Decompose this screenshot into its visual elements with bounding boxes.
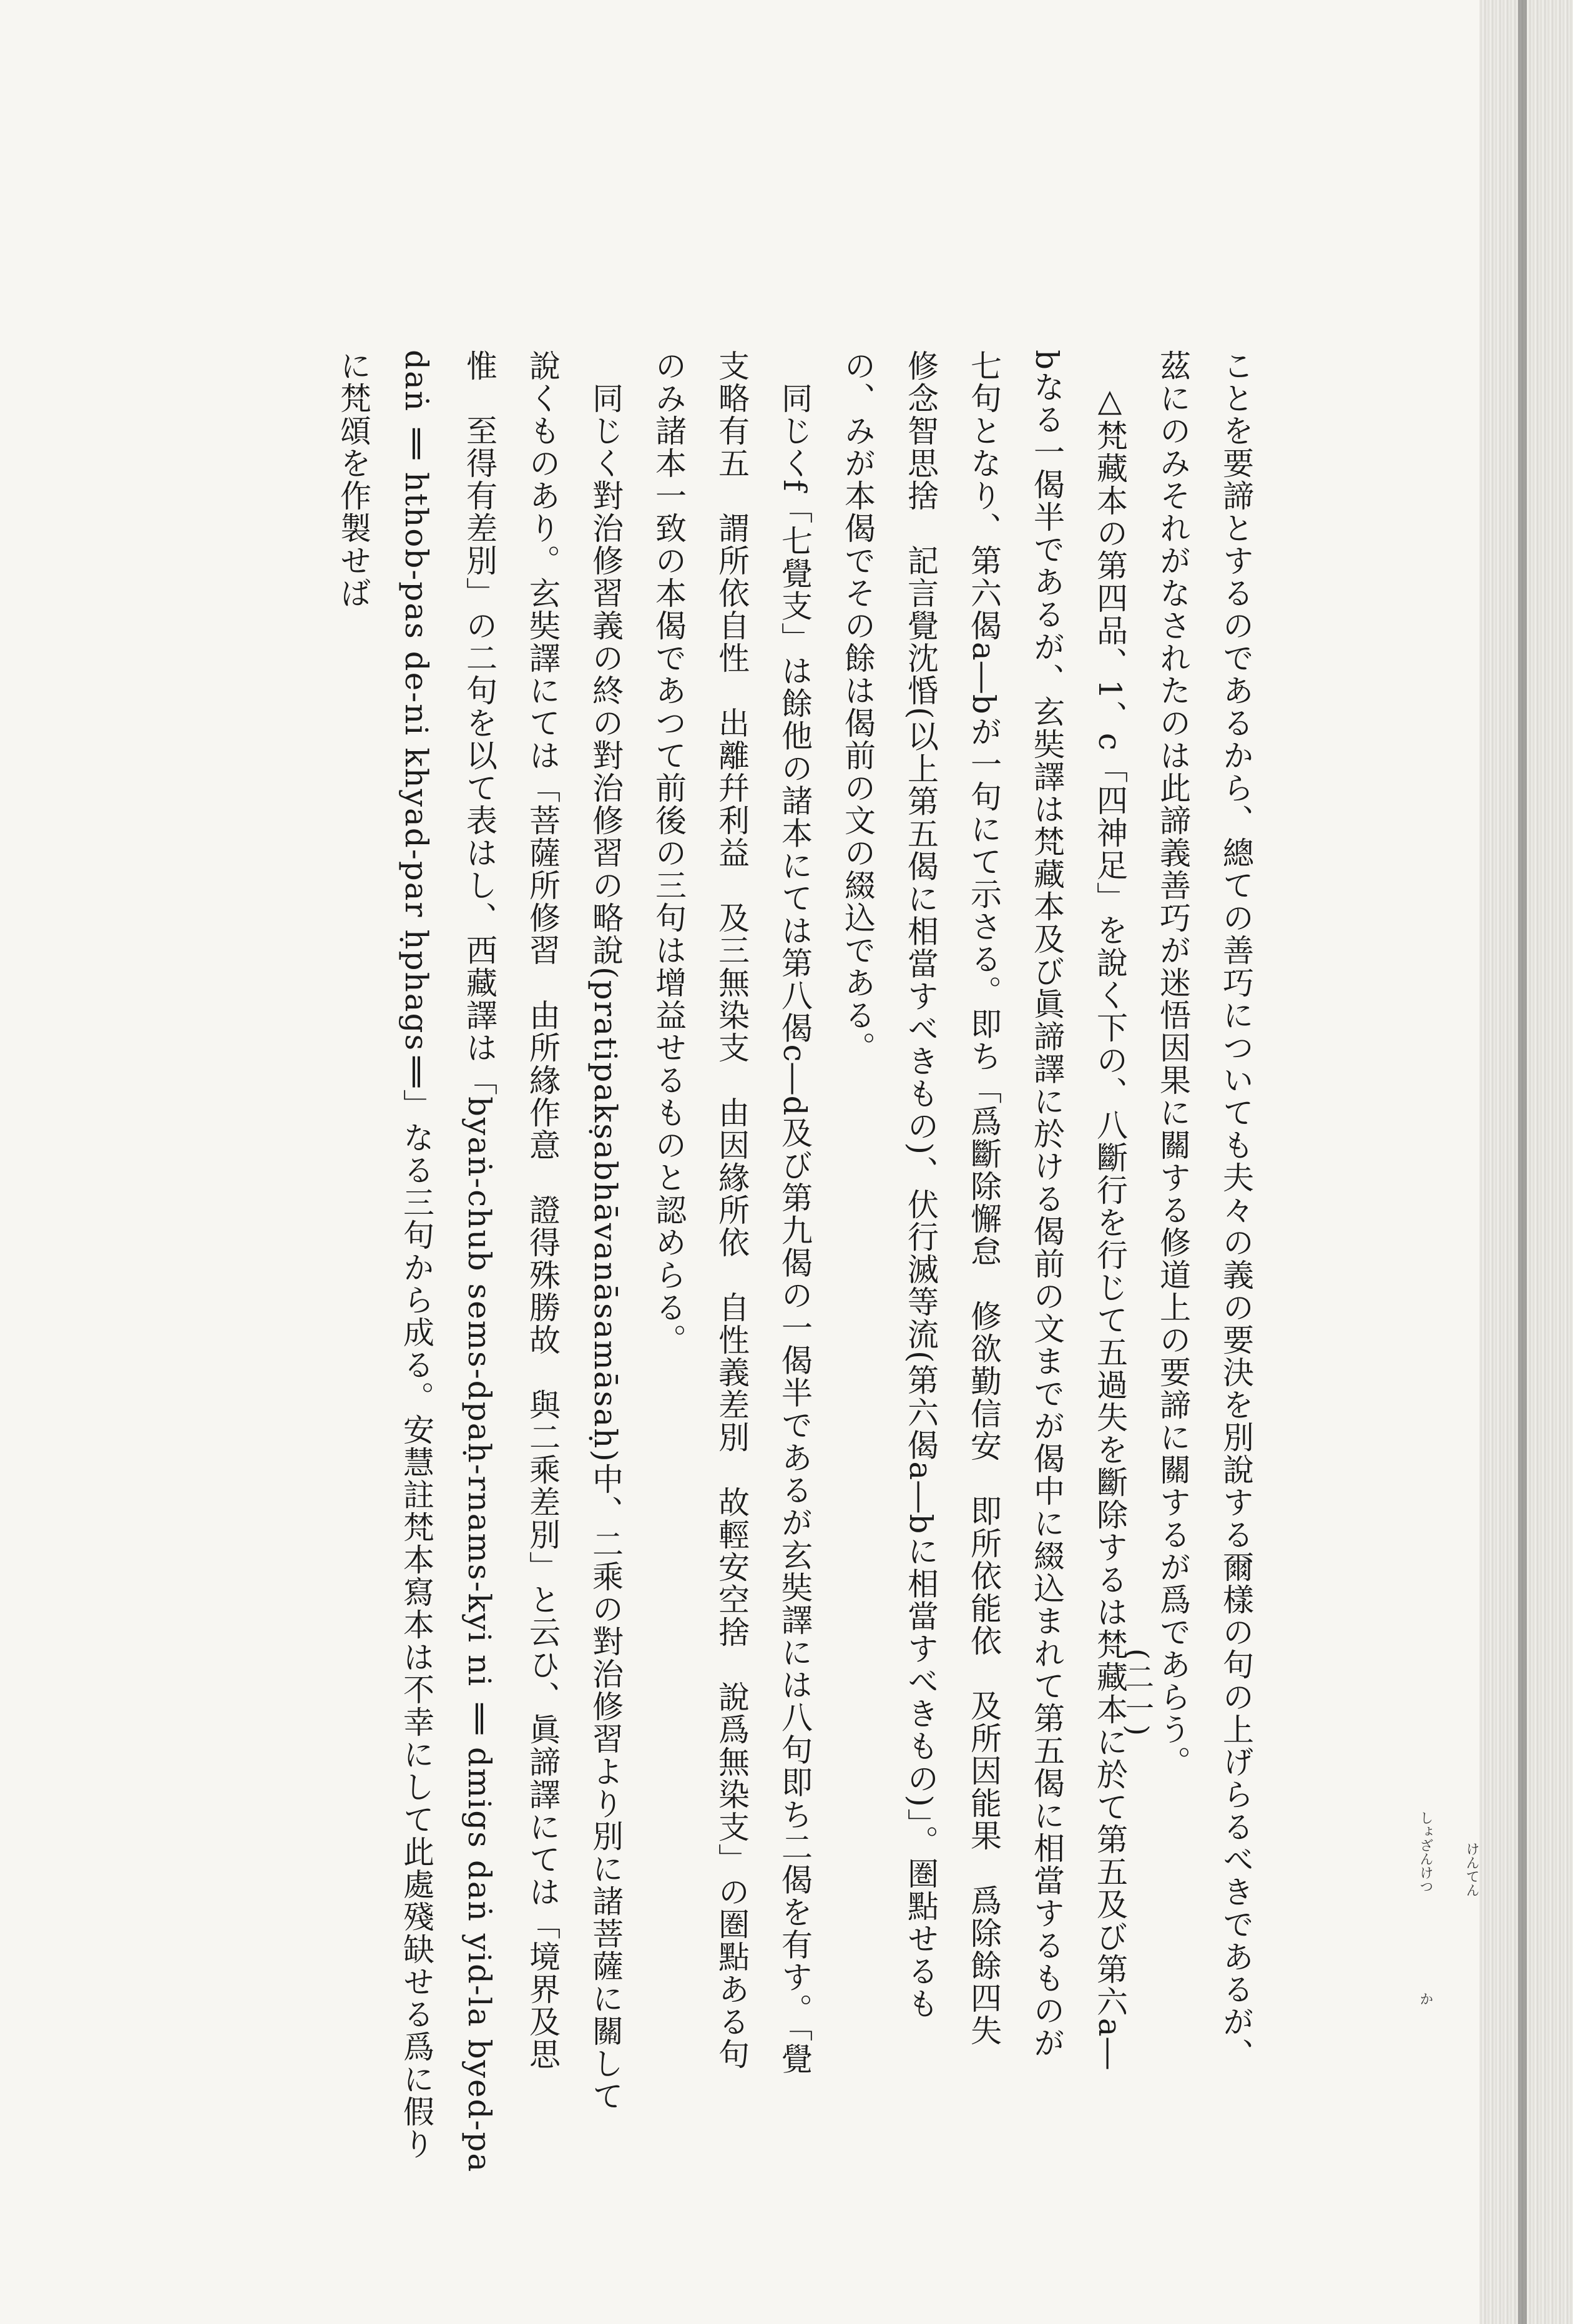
text-line: のみ諸本一致の本偈であつて前後の三句は增益せるものと認めらる。 bbox=[650, 350, 687, 1356]
text-line: 七句となり、第六偈a―bが一句にて示さる。即ち「爲斷除懈怠 修欲勤信安 即所依能依 及所因能果 爲除餘四失 bbox=[966, 350, 1002, 2047]
text-line: 同じく對治修習義の終の對治修習の略說(pratipakṣabhāvanāsamāsaḥ)中、二乘の對治修習より別に諸菩薩に關して bbox=[587, 382, 624, 2112]
text-line: 修念智思捨 記言覺沈惛(以上第五偈に相當すべきもの)、伏行滅等流(第六偈a―bに相當すべきもの)」。圏點せるも bbox=[903, 350, 939, 2020]
text-line: に梵頌を作製せば bbox=[335, 350, 371, 609]
text-line: bなる一偈半であるが、玄奘譯は梵藏本及び眞諦譯に於ける偈前の文までが偈中に綴込まれて第五偈に相當するものが bbox=[1029, 350, 1065, 2060]
scan-binding-edge bbox=[1479, 0, 1573, 2324]
text-line: △梵藏本の第四品、1、c「四神足」を說く下の、八斷行を行じて五過失を斷除するは梵藏本に於て第五及び第六a― bbox=[1092, 382, 1128, 2070]
text-line: 茲にのみそれがなされたのは此諦義善巧が迷悟因果に關する修道上の要諦に關するが爲であらう。 bbox=[1155, 350, 1191, 1778]
text-line: 支略有五 謂所依自性 出離幷利益 及三無染支 由因緣所依 自性義差別 故輕安空捨 說爲無染支」の圏點ある句 bbox=[713, 350, 750, 2070]
furigana-shozanketsu: しょざんけつ bbox=[1418, 1811, 1433, 1893]
furigana-kenten: けんてん bbox=[1464, 1842, 1479, 1897]
furigana-ka: か bbox=[1418, 1992, 1433, 2006]
text-line: 惟 至得有差別」の二句を以て表はし、西藏譯は「byaṅ-chub sems-dpaḥ-rnams-kyi ni ‖ dmigs daṅ yid-la byed-pa bbox=[461, 350, 497, 2174]
text-line: 說くものあり。玄奘譯にては「菩薩所修習 由所緣作意 證得殊勝故 與二乘差別」と云ひ、眞諦譯にては「境界及思 bbox=[524, 350, 561, 2070]
vertical-text-body bbox=[206, 350, 1267, 2198]
text-line: ことを要諦とするのであるから、總ての善巧についても夫々の義の要決を別說する爾樣の句の上げらるべきであるが、 bbox=[1218, 350, 1254, 2070]
text-line: daṅ ‖ hthob-pas de-ni khyad-par ḥphags‖」なる三句から成る。安慧註梵本寫本は不幸にして此處殘缺せる爲に假り bbox=[398, 350, 434, 2161]
text-line: の、みが本偈でその餘は偈前の文の綴込である。 bbox=[840, 350, 876, 1064]
text-line: 同じくf「七覺支」は餘他の諸本にては第八偈c―d及び第九偈の一偈半であるが玄奘譯には八句即ち二偈を有す。「覺 bbox=[777, 382, 813, 2075]
page-number: (二一) bbox=[1121, 1648, 1155, 1738]
